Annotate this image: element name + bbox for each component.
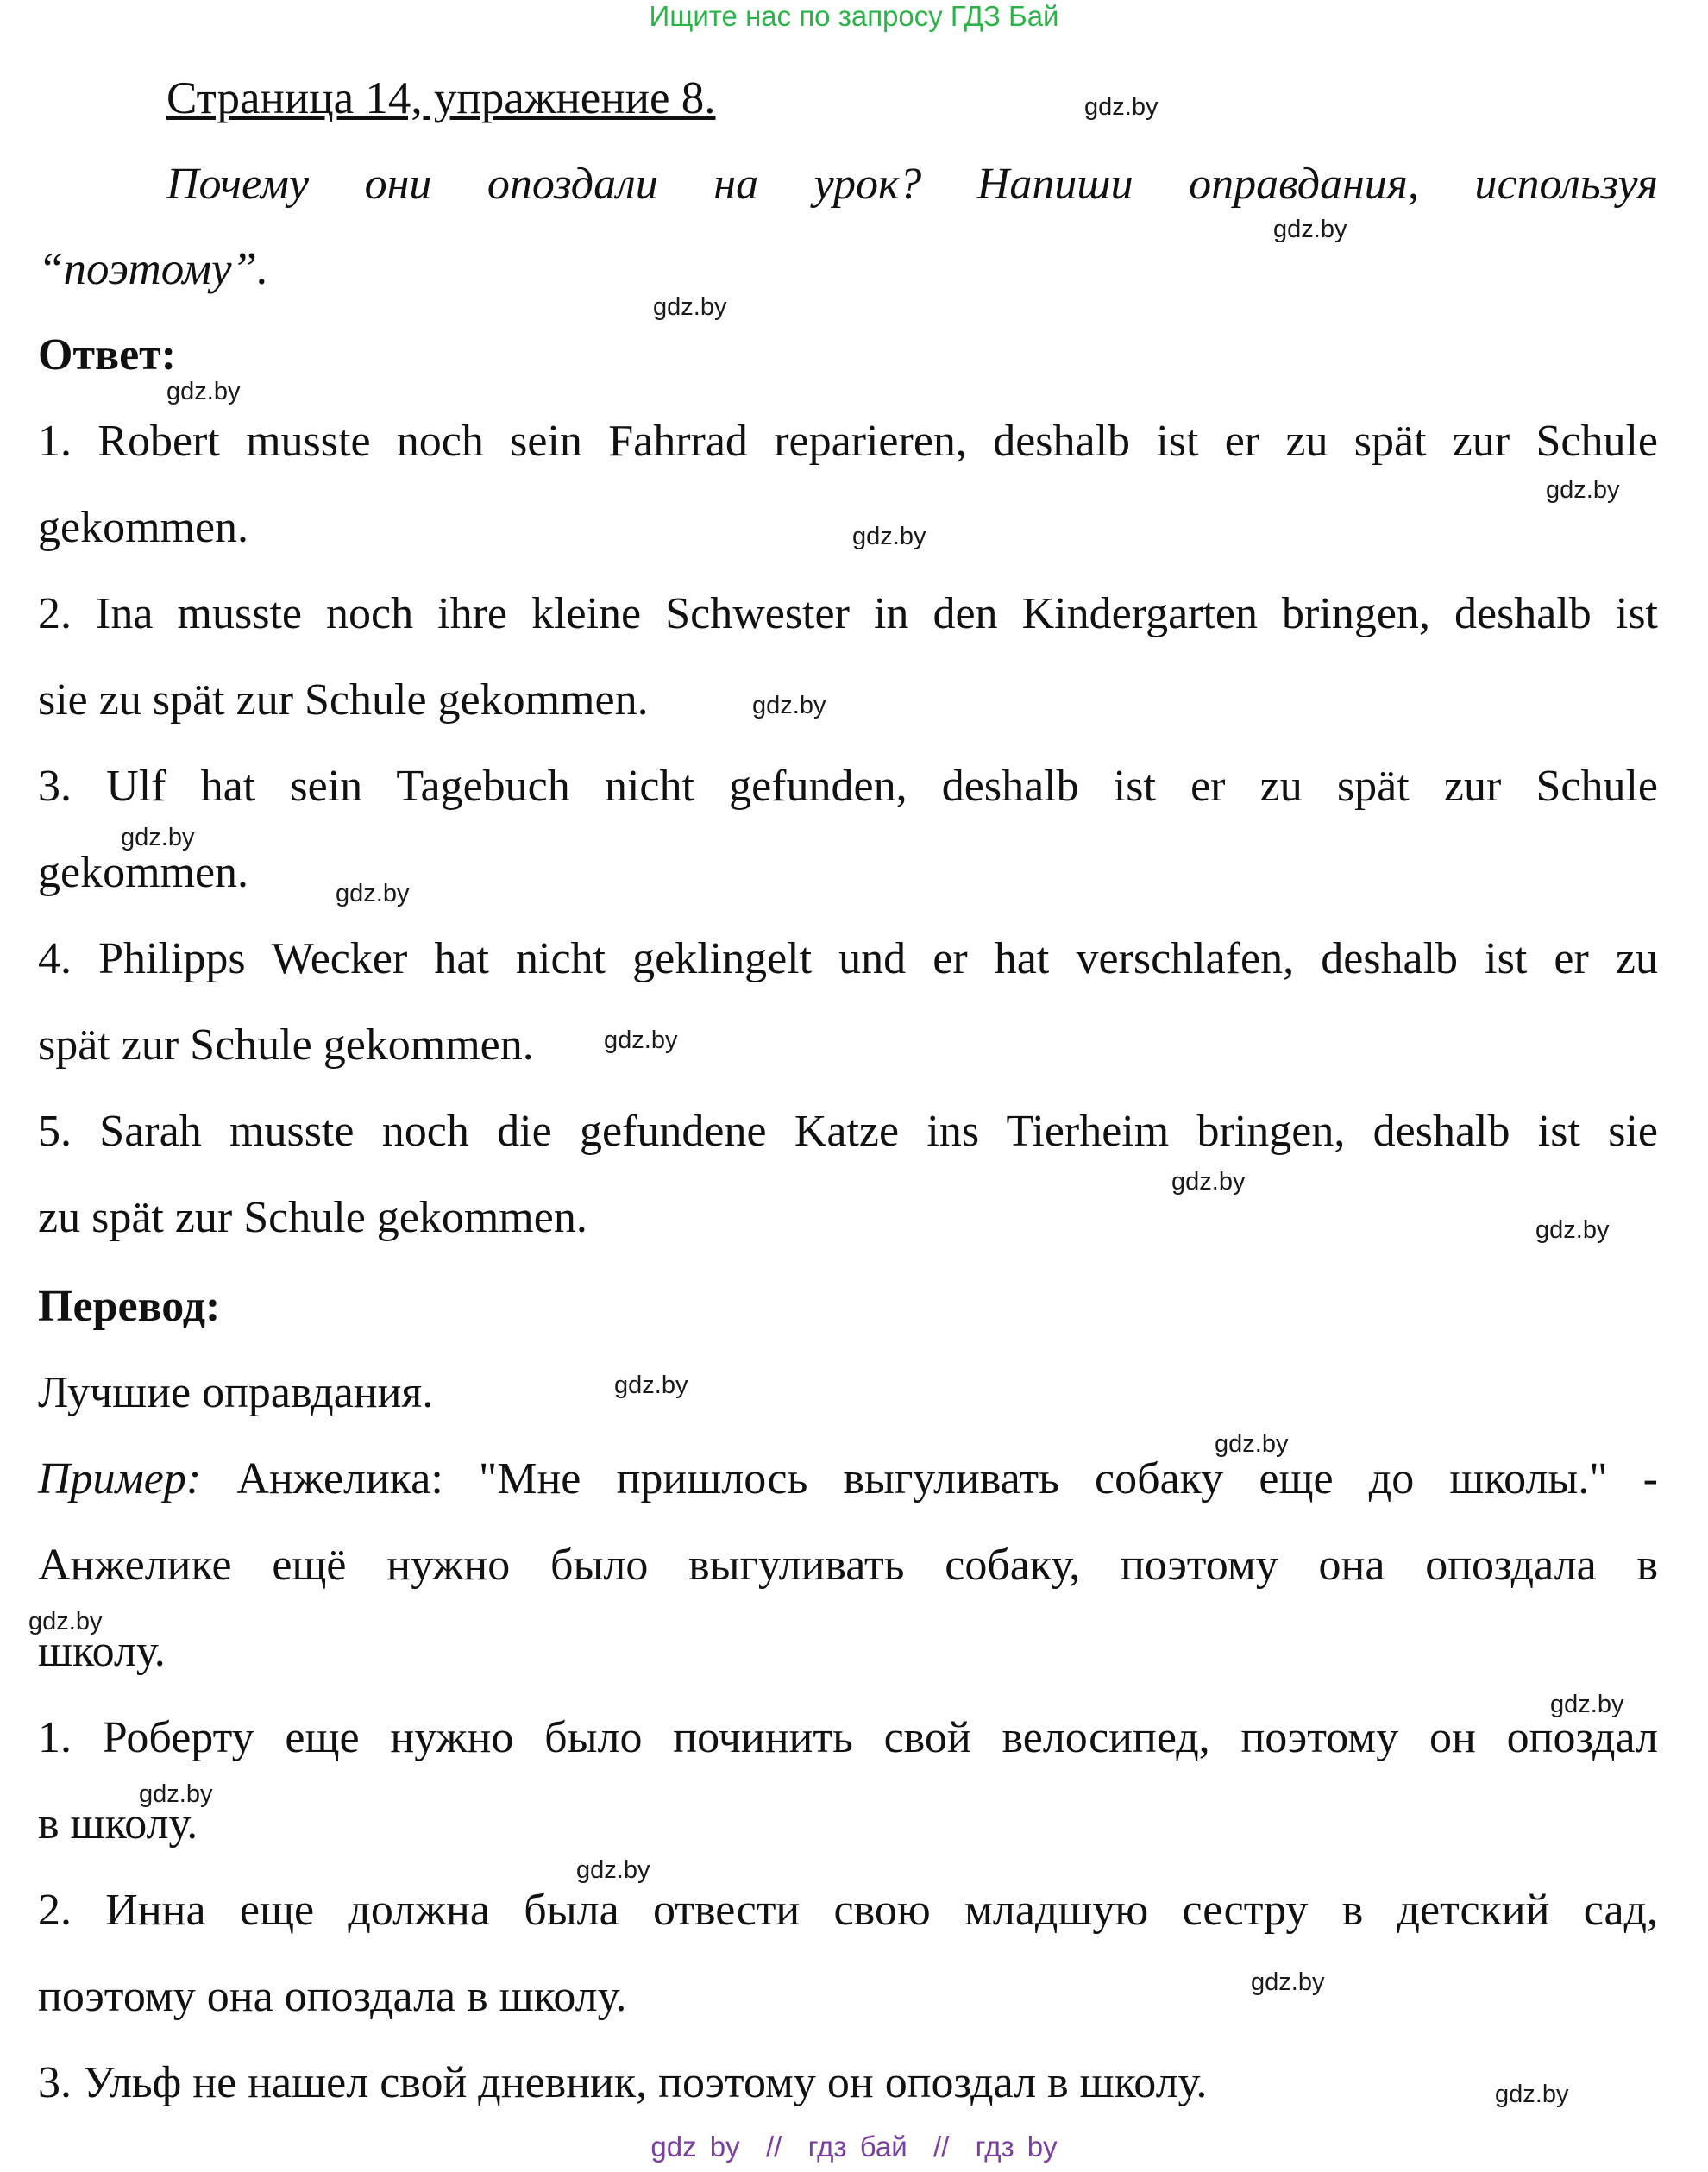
watermark: gdz.by — [752, 692, 826, 719]
example-line-1-text: Анжелика: "Мне пришлось выгуливать собаку еще до школы." - — [201, 1454, 1658, 1503]
example-line-3: школу. — [38, 1627, 166, 1676]
task-text-line-2: “поэтому”. — [38, 244, 269, 294]
watermark: gdz.by — [576, 1856, 650, 1884]
answer-2-line-1: 2. Ina musste noch ihre kleine Schwester in den Kindergarten bringen, deshalb ist — [38, 589, 1658, 638]
watermark: gdz.by — [653, 293, 727, 321]
example-line-2: Анжелике ещё нужно было выгуливать собаку, поэтому она опоздала в — [38, 1541, 1658, 1590]
watermark: gdz.by — [1215, 1430, 1289, 1458]
example-label: Пример: — [38, 1454, 202, 1503]
watermark: gdz.by — [1495, 2081, 1569, 2108]
watermark: gdz.by — [1084, 93, 1159, 121]
translation-1-line-1: 1. Роберту еще нужно было починить свой велосипед, поэтому он опоздал — [38, 1713, 1658, 1762]
answer-4-line-1: 4. Philipps Wecker hat nicht geklingelt und er hat verschlafen, deshalb ist er zu — [38, 934, 1658, 983]
answer-heading: Ответ: — [38, 330, 177, 380]
watermark: gdz.by — [1251, 1968, 1325, 1996]
answer-5-line-2: zu spät zur Schule gekommen. — [38, 1193, 587, 1242]
watermark: gdz.by — [614, 1372, 688, 1399]
translation-2-line-2: поэтому она опоздала в школу. — [38, 1972, 627, 2021]
answer-3-line-2: gekommen. — [38, 848, 249, 897]
answer-3-line-1: 3. Ulf hat sein Tagebuch nicht gefunden, deshalb ist er zu spät zur Schule — [38, 762, 1658, 811]
answer-1-line-2: gekommen. — [38, 503, 249, 552]
translation-subtitle: Лучшие оправдания. — [38, 1368, 434, 1417]
watermark: gdz.by — [28, 1608, 103, 1635]
watermark: gdz.by — [139, 1780, 213, 1808]
watermark: gdz.by — [1546, 476, 1620, 504]
watermark: gdz.by — [852, 523, 926, 550]
answer-2-line-2: sie zu spät zur Schule gekommen. — [38, 675, 649, 725]
answer-5-line-1: 5. Sarah musste noch die gefundene Katze ins Tierheim bringen, deshalb ist sie — [38, 1107, 1658, 1156]
watermark: gdz.by — [166, 378, 241, 405]
answer-1-line-1: 1. Robert musste noch sein Fahrrad reparieren, deshalb ist er zu spät zur Schule — [38, 417, 1658, 466]
watermark: gdz.by — [1535, 1216, 1610, 1244]
translation-2-line-1: 2. Инна еще должна была отвести свою младшую сестру в детский сад, — [38, 1886, 1658, 1935]
watermark: gdz.by — [121, 824, 195, 851]
translation-heading: Перевод: — [38, 1282, 221, 1331]
answer-4-line-2: spät zur Schule gekommen. — [38, 1020, 534, 1070]
bottom-banner-link[interactable]: gdz by // гдз бай // гдз by — [650, 2131, 1058, 2163]
translation-3-line-1: 3. Ульф не нашел свой дневник, поэтому он опоздал в школу. — [38, 2058, 1208, 2107]
watermark: gdz.by — [1273, 216, 1347, 243]
page-title: Страница 14, упражнение 8. — [166, 73, 716, 123]
translation-1-line-2: в школу. — [38, 1799, 198, 1849]
watermark: gdz.by — [1171, 1168, 1246, 1196]
watermark: gdz.by — [336, 880, 410, 907]
task-text-line-1: Почему они опоздали на урок? Напиши оправдания, используя — [166, 160, 1658, 209]
watermark: gdz.by — [604, 1026, 678, 1054]
example-line-1 — [38, 1453, 1658, 1504]
top-banner-link[interactable]: Ищите нас по запросу ГДЗ Бай — [649, 0, 1059, 32]
watermark: gdz.by — [1550, 1691, 1624, 1718]
